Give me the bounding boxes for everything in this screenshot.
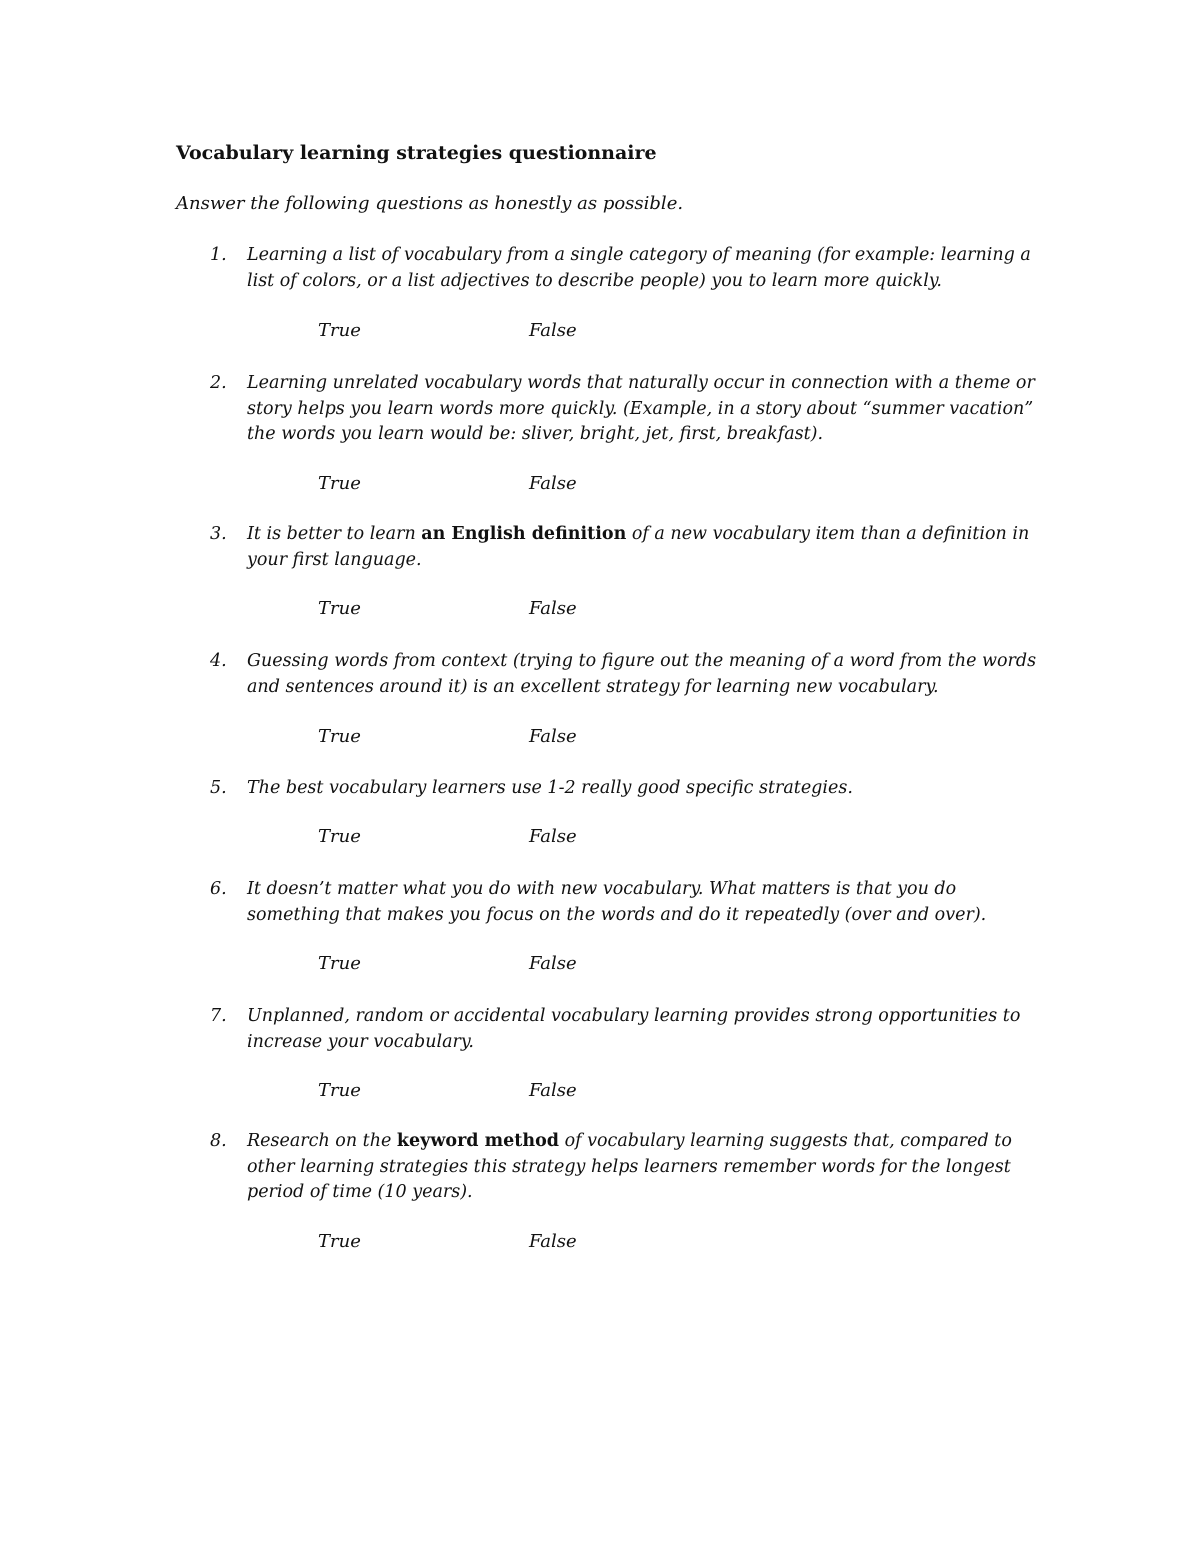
question-6: [176, 877, 1036, 928]
question-text: Guessing words from context (trying to figure out the meaning of a word from the words and sentences around it) is an excellent strategy for learning new vocabulary.: [247, 651, 1037, 697]
question-number: 7.: [210, 1006, 227, 1026]
option-true[interactable]: True: [318, 598, 361, 619]
question-2: [176, 371, 1036, 448]
question-text: It is better to learn an English definition of a new vocabulary item than a definition in your first language.: [247, 524, 1030, 570]
option-false[interactable]: False: [529, 320, 577, 341]
question-3: [176, 522, 1036, 573]
question-text: Learning a list of vocabulary from a single category of meaning (for example: learning a list of colors, or a list adjectives to describe people) you to learn more quickly.: [247, 245, 1031, 291]
question-number: 6.: [210, 879, 227, 899]
question-4: [176, 649, 1036, 700]
question-text: The best vocabulary learners use 1-2 really good specific strategies.: [247, 778, 853, 798]
question-8: [176, 1129, 1036, 1206]
question-number: 8.: [210, 1131, 227, 1151]
option-true[interactable]: True: [318, 953, 361, 974]
instructions: Answer the following questions as honestly as possible.: [176, 193, 684, 214]
question-text: Unplanned, random or accidental vocabulary learning provides strong opportunities to increase your vocabulary.: [247, 1006, 1021, 1052]
option-false[interactable]: False: [529, 473, 577, 494]
option-false[interactable]: False: [529, 1231, 577, 1252]
option-true[interactable]: True: [318, 473, 361, 494]
question-text: Learning unrelated vocabulary words that naturally occur in connection with a theme or story helps you learn words more quickly. (Example, in a story about “summer vacation” the words you learn would be: sliver, bright, jet, first, breakfast).: [247, 373, 1035, 444]
document-title: Vocabulary learning strategies questionnaire: [176, 142, 657, 164]
question-number: 5.: [210, 778, 227, 798]
question-text: It doesn’t matter what you do with new vocabulary. What matters is that you do something that makes you focus on the words and do it repeatedly (over and over).: [247, 879, 987, 925]
option-true[interactable]: True: [318, 826, 361, 847]
option-true[interactable]: True: [318, 726, 361, 747]
question-number: 2.: [210, 373, 227, 393]
option-true[interactable]: True: [318, 320, 361, 341]
option-true[interactable]: True: [318, 1080, 361, 1101]
option-true[interactable]: True: [318, 1231, 361, 1252]
option-false[interactable]: False: [529, 598, 577, 619]
option-false[interactable]: False: [529, 826, 577, 847]
question-5: [176, 776, 1036, 802]
question-number: 4.: [210, 651, 227, 671]
question-number: 3.: [210, 524, 227, 544]
question-text: Research on the keyword method of vocabulary learning suggests that, compared to other learning strategies this strategy helps learners remember words for the longest period of time (10 years).: [247, 1131, 1012, 1202]
question-number: 1.: [210, 245, 227, 265]
question-7: [176, 1004, 1036, 1055]
option-false[interactable]: False: [529, 1080, 577, 1101]
question-1: [176, 243, 1036, 294]
option-false[interactable]: False: [529, 726, 577, 747]
option-false[interactable]: False: [529, 953, 577, 974]
